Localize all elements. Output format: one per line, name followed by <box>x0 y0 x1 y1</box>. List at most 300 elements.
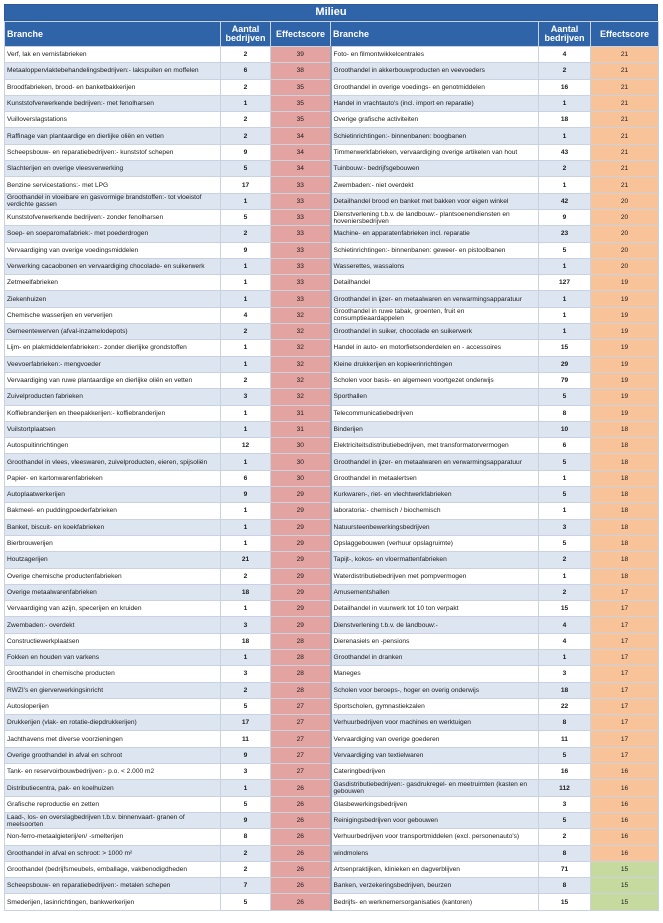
left-aantal-cell: 1 <box>221 503 271 519</box>
right-score-cell: 15 <box>591 894 659 910</box>
header-aantal-left: Aantal bedrijven <box>221 22 271 47</box>
table-row <box>5 812 659 828</box>
right-branche-cell: Detailhandel brood en banket met bakken voor eigen winkel <box>331 193 539 209</box>
right-branche-cell: Dierenasiels en -pensions <box>331 633 539 649</box>
right-score-cell: 20 <box>591 226 659 242</box>
right-aantal-cell: 3 <box>539 666 591 682</box>
left-score-cell: 28 <box>271 649 331 665</box>
right-score-cell: 19 <box>591 340 659 356</box>
right-branche-cell: Waterdistributiebedrijven met pompvermogen <box>331 568 539 584</box>
left-score-cell: 32 <box>271 372 331 388</box>
right-branche-cell: laboratoria:- chemisch / biochemisch <box>331 503 539 519</box>
table-row <box>5 389 659 405</box>
left-branche-cell: Papier- en kartonwarenfabrieken <box>5 470 221 486</box>
left-aantal-cell: 2 <box>221 226 271 242</box>
left-score-cell: 26 <box>271 796 331 812</box>
right-branche-cell: Cateringbedrijven <box>331 764 539 780</box>
left-aantal-cell: 18 <box>221 633 271 649</box>
left-score-cell: 29 <box>271 601 331 617</box>
header-branche-right: Branche <box>331 22 539 47</box>
left-aantal-cell: 5 <box>221 796 271 812</box>
right-aantal-cell: 1 <box>539 291 591 307</box>
left-aantal-cell: 3 <box>221 764 271 780</box>
right-score-cell: 20 <box>591 242 659 258</box>
table-row <box>5 112 659 128</box>
table-row <box>5 894 659 910</box>
right-branche-cell: Bedrijfs- en werknemersorganisaties (kantoren) <box>331 894 539 910</box>
left-score-cell: 33 <box>271 291 331 307</box>
right-score-cell: 17 <box>591 649 659 665</box>
right-aantal-cell: 18 <box>539 112 591 128</box>
right-score-cell: 15 <box>591 878 659 894</box>
table-row <box>5 731 659 747</box>
table-row <box>5 487 659 503</box>
left-branche-cell: Autospuitinrichtingen <box>5 438 221 454</box>
right-branche-cell: Groothandel in ijzer- en metaalwaren en verwarmingsapparatuur <box>331 454 539 470</box>
left-score-cell: 28 <box>271 666 331 682</box>
right-score-cell: 18 <box>591 454 659 470</box>
right-score-cell: 17 <box>591 584 659 600</box>
left-aantal-cell: 6 <box>221 63 271 79</box>
right-score-cell: 16 <box>591 812 659 828</box>
right-branche-cell: Dienstverlening t.b.v. de landbouw:- <box>331 617 539 633</box>
right-aantal-cell: 9 <box>539 209 591 225</box>
right-aantal-cell: 8 <box>539 715 591 731</box>
left-score-cell: 29 <box>271 503 331 519</box>
left-score-cell: 28 <box>271 633 331 649</box>
left-branche-cell: Groothandel in afval en schroot: > 1000 m² <box>5 845 221 861</box>
left-aantal-cell: 2 <box>221 568 271 584</box>
left-branche-cell: Overige chemische productenfabrieken <box>5 568 221 584</box>
left-aantal-cell: 9 <box>221 487 271 503</box>
right-branche-cell: Foto- en filmontwikkelcentrales <box>331 47 539 63</box>
right-score-cell: 17 <box>591 666 659 682</box>
left-branche-cell: Banket, biscuit- en koekfabrieken <box>5 519 221 535</box>
left-score-cell: 27 <box>271 747 331 763</box>
table-row <box>5 601 659 617</box>
left-aantal-cell: 2 <box>221 324 271 340</box>
table-row <box>5 209 659 225</box>
left-score-cell: 34 <box>271 144 331 160</box>
left-aantal-cell: 1 <box>221 258 271 274</box>
right-aantal-cell: 1 <box>539 95 591 111</box>
left-aantal-cell: 1 <box>221 601 271 617</box>
left-branche-cell: Houtzagerijen <box>5 552 221 568</box>
right-aantal-cell: 3 <box>539 519 591 535</box>
left-aantal-cell: 1 <box>221 95 271 111</box>
right-score-cell: 19 <box>591 372 659 388</box>
right-aantal-cell: 15 <box>539 894 591 910</box>
right-branche-cell: Sportscholen, gymnastiekzalen <box>331 698 539 714</box>
left-score-cell: 35 <box>271 79 331 95</box>
table-row <box>5 324 659 340</box>
right-branche-cell: Vervaardiging van textielwaren <box>331 747 539 763</box>
right-score-cell: 19 <box>591 307 659 323</box>
right-branche-cell: Vervaardiging van overige goederen <box>331 731 539 747</box>
table-body <box>5 47 659 911</box>
table-row <box>5 698 659 714</box>
left-branche-cell: Overige groothandel in afval en schroot <box>5 747 221 763</box>
table-row <box>5 845 659 861</box>
right-branche-cell: Verhuurbedrijven voor transportmiddelen (excl. personenauto's) <box>331 829 539 845</box>
table-row <box>5 552 659 568</box>
left-score-cell: 39 <box>271 47 331 63</box>
left-branche-cell: Groothandel in chemische producten <box>5 666 221 682</box>
right-aantal-cell: 2 <box>539 584 591 600</box>
right-score-cell: 16 <box>591 829 659 845</box>
left-aantal-cell: 7 <box>221 878 271 894</box>
left-score-cell: 38 <box>271 63 331 79</box>
right-branche-cell: Detailhandel in vuurwerk tot 10 ton verpakt <box>331 601 539 617</box>
milieu-table <box>4 21 659 911</box>
right-aantal-cell: 18 <box>539 682 591 698</box>
right-score-cell: 17 <box>591 601 659 617</box>
left-aantal-cell: 3 <box>221 666 271 682</box>
left-branche-cell: Distributiecentra, pak- en koelhuizen <box>5 780 221 796</box>
left-branche-cell: Autosloperijen <box>5 698 221 714</box>
left-branche-cell: Zwembaden:- overdekt <box>5 617 221 633</box>
table-row <box>5 144 659 160</box>
right-score-cell: 20 <box>591 193 659 209</box>
left-aantal-cell: 2 <box>221 47 271 63</box>
left-branche-cell: Zuivelproducten fabrieken <box>5 389 221 405</box>
left-score-cell: 26 <box>271 812 331 828</box>
table-row <box>5 258 659 274</box>
left-score-cell: 27 <box>271 764 331 780</box>
table-row <box>5 666 659 682</box>
table-row <box>5 242 659 258</box>
right-aantal-cell: 3 <box>539 796 591 812</box>
right-score-cell: 16 <box>591 796 659 812</box>
left-aantal-cell: 2 <box>221 128 271 144</box>
right-branche-cell: Detailhandel <box>331 275 539 291</box>
right-aantal-cell: 1 <box>539 649 591 665</box>
left-aantal-cell: 1 <box>221 193 271 209</box>
left-score-cell: 33 <box>271 242 331 258</box>
table-row <box>5 405 659 421</box>
left-score-cell: 30 <box>271 470 331 486</box>
right-branche-cell: Machine- en apparatenfabrieken incl. reparatie <box>331 226 539 242</box>
right-branche-cell: Telecommunicatiebedrijven <box>331 405 539 421</box>
left-score-cell: 32 <box>271 324 331 340</box>
left-aantal-cell: 1 <box>221 291 271 307</box>
left-aantal-cell: 18 <box>221 584 271 600</box>
right-aantal-cell: 1 <box>539 324 591 340</box>
right-aantal-cell: 5 <box>539 389 591 405</box>
right-score-cell: 18 <box>591 503 659 519</box>
right-branche-cell: Natuursteenbewerkingsbedrijven <box>331 519 539 535</box>
right-score-cell: 21 <box>591 128 659 144</box>
left-branche-cell: Chemische wasserijen en ververijen <box>5 307 221 323</box>
left-branche-cell: RWZI's en gierverwerkingsinricht <box>5 682 221 698</box>
table-row <box>5 128 659 144</box>
table-row <box>5 63 659 79</box>
right-score-cell: 19 <box>591 356 659 372</box>
right-score-cell: 19 <box>591 275 659 291</box>
right-score-cell: 18 <box>591 519 659 535</box>
right-score-cell: 16 <box>591 845 659 861</box>
right-branche-cell: Elektriciteitsdistributiebedrijven, met transformatorvermogen <box>331 438 539 454</box>
left-score-cell: 30 <box>271 438 331 454</box>
left-aantal-cell: 12 <box>221 438 271 454</box>
right-branche-cell: Groothandel in metaalertsen <box>331 470 539 486</box>
left-branche-cell: Broodfabrieken, brood- en banketbakkerijen <box>5 79 221 95</box>
right-score-cell: 18 <box>591 487 659 503</box>
left-branche-cell: Verwerking cacaobonen en vervaardiging chocolade- en suikerwerk <box>5 258 221 274</box>
left-score-cell: 32 <box>271 356 331 372</box>
left-aantal-cell: 5 <box>221 209 271 225</box>
right-score-cell: 18 <box>591 470 659 486</box>
right-aantal-cell: 16 <box>539 79 591 95</box>
right-aantal-cell: 1 <box>539 503 591 519</box>
table-row <box>5 307 659 323</box>
left-score-cell: 34 <box>271 128 331 144</box>
right-score-cell: 17 <box>591 747 659 763</box>
left-aantal-cell: 5 <box>221 894 271 910</box>
right-branche-cell: Scholen voor basis- en algemeen voortgezet onderwijs <box>331 372 539 388</box>
left-score-cell: 26 <box>271 829 331 845</box>
right-aantal-cell: 8 <box>539 845 591 861</box>
table-row <box>5 47 659 63</box>
right-branche-cell: Groothandel in ruwe tabak, groenten, fruit en consumptieaardappelen <box>331 307 539 323</box>
left-branche-cell: Overige metaalwarenfabrieken <box>5 584 221 600</box>
left-score-cell: 27 <box>271 731 331 747</box>
left-branche-cell: Scheepsbouw- en reparatiebedrijven:- metalen schepen <box>5 878 221 894</box>
right-branche-cell: Tapijt-, kokos- en vloermattenfabrieken <box>331 552 539 568</box>
left-branche-cell: Zetmeelfabrieken <box>5 275 221 291</box>
right-score-cell: 19 <box>591 405 659 421</box>
left-score-cell: 29 <box>271 487 331 503</box>
table-row <box>5 356 659 372</box>
right-branche-cell: Banken, verzekeringsbedrijven, beurzen <box>331 878 539 894</box>
right-branche-cell: Groothandel in akkerbouwproducten en veevoeders <box>331 63 539 79</box>
left-aantal-cell: 2 <box>221 79 271 95</box>
right-score-cell: 21 <box>591 79 659 95</box>
table-row <box>5 796 659 812</box>
right-score-cell: 19 <box>591 291 659 307</box>
left-aantal-cell: 1 <box>221 454 271 470</box>
right-branche-cell: Kurkwaren-, riet- en vlechtwerkfabrieken <box>331 487 539 503</box>
right-aantal-cell: 71 <box>539 861 591 877</box>
left-score-cell: 31 <box>271 405 331 421</box>
right-branche-cell: Schietinrichtingen:- binnenbanen: geweer- en pistoolbanen <box>331 242 539 258</box>
left-branche-cell: Smederijen, lasinrichtingen, bankwerkerijen <box>5 894 221 910</box>
table-row <box>5 95 659 111</box>
right-aantal-cell: 42 <box>539 193 591 209</box>
right-aantal-cell: 8 <box>539 878 591 894</box>
right-score-cell: 18 <box>591 568 659 584</box>
left-branche-cell: Slachterijen en overige vleesverwerking <box>5 161 221 177</box>
right-score-cell: 16 <box>591 764 659 780</box>
left-aantal-cell: 2 <box>221 112 271 128</box>
left-score-cell: 29 <box>271 552 331 568</box>
right-score-cell: 19 <box>591 324 659 340</box>
left-score-cell: 33 <box>271 177 331 193</box>
left-branche-cell: Soep- en soeparomafabriek:- met poederdrogen <box>5 226 221 242</box>
left-branche-cell: Kunststofverwerkende bedrijven:- met fenolharsen <box>5 95 221 111</box>
right-aantal-cell: 4 <box>539 47 591 63</box>
left-branche-cell: Jachthavens met diverse voorzieningen <box>5 731 221 747</box>
header-row <box>5 22 659 47</box>
left-branche-cell: Vuilloverslagstations <box>5 112 221 128</box>
left-score-cell: 35 <box>271 95 331 111</box>
right-aantal-cell: 1 <box>539 128 591 144</box>
right-score-cell: 18 <box>591 438 659 454</box>
table-row <box>5 829 659 845</box>
left-branche-cell: Veevoerfabrieken:- mengvoeder <box>5 356 221 372</box>
left-aantal-cell: 5 <box>221 161 271 177</box>
right-score-cell: 21 <box>591 112 659 128</box>
left-aantal-cell: 17 <box>221 177 271 193</box>
right-aantal-cell: 15 <box>539 601 591 617</box>
left-branche-cell: Vervaardiging van overige voedingsmiddelen <box>5 242 221 258</box>
left-branche-cell: Verf, lak en vernisfabrieken <box>5 47 221 63</box>
table-row <box>5 584 659 600</box>
right-aantal-cell: 2 <box>539 63 591 79</box>
left-aantal-cell: 9 <box>221 747 271 763</box>
table-row <box>5 633 659 649</box>
left-score-cell: 34 <box>271 161 331 177</box>
right-aantal-cell: 79 <box>539 372 591 388</box>
right-aantal-cell: 1 <box>539 307 591 323</box>
left-score-cell: 35 <box>271 112 331 128</box>
right-aantal-cell: 10 <box>539 421 591 437</box>
right-aantal-cell: 4 <box>539 617 591 633</box>
left-aantal-cell: 8 <box>221 829 271 845</box>
left-aantal-cell: 9 <box>221 144 271 160</box>
table-row <box>5 421 659 437</box>
right-branche-cell: Groothandel in dranken <box>331 649 539 665</box>
left-branche-cell: Grafische reproductie en zetten <box>5 796 221 812</box>
left-score-cell: 32 <box>271 389 331 405</box>
left-branche-cell: Autoplaatwerkerijen <box>5 487 221 503</box>
left-branche-cell: Vervaardiging van ruwe plantaardige en dierlijke oliën en vetten <box>5 372 221 388</box>
right-branche-cell: Handel in vrachtauto's (incl. import en reparatie) <box>331 95 539 111</box>
left-aantal-cell: 1 <box>221 405 271 421</box>
right-branche-cell: Dienstverlening t.b.v. de landbouw:- plantsoenendiensten en hoveniersbedrijven <box>331 209 539 225</box>
left-branche-cell: Groothandel (bedrijfsmeubels, emballage, vakbenodigdheden <box>5 861 221 877</box>
left-score-cell: 32 <box>271 340 331 356</box>
left-aantal-cell: 4 <box>221 307 271 323</box>
header-score-left: Effectscore <box>271 22 331 47</box>
left-score-cell: 29 <box>271 568 331 584</box>
right-aantal-cell: 1 <box>539 258 591 274</box>
right-score-cell: 20 <box>591 258 659 274</box>
table-row <box>5 454 659 470</box>
left-aantal-cell: 1 <box>221 649 271 665</box>
right-branche-cell: Handel in auto- en motorfietsonderdelen en - accessoires <box>331 340 539 356</box>
table-row <box>5 764 659 780</box>
right-score-cell: 18 <box>591 552 659 568</box>
right-branche-cell: Glasbewerkingsbedrijven <box>331 796 539 812</box>
right-aantal-cell: 5 <box>539 812 591 828</box>
left-score-cell: 29 <box>271 519 331 535</box>
left-branche-cell: Kunststofverwerkende bedrijven:- zonder fenolharsen <box>5 209 221 225</box>
right-branche-cell: windmolens <box>331 845 539 861</box>
right-aantal-cell: 23 <box>539 226 591 242</box>
left-branche-cell: Lijm- en plakmiddelenfabrieken:- zonder dierlijke grondstoffen <box>5 340 221 356</box>
left-branche-cell: Metaaloppervlaktebehandelingsbedrijven:- lakspuiten en moffelen <box>5 63 221 79</box>
left-branche-cell: Bierbrouwerijen <box>5 535 221 551</box>
right-branche-cell: Groothandel in ijzer- en metaalwaren en verwarmingsapparatuur <box>331 291 539 307</box>
left-aantal-cell: 1 <box>221 340 271 356</box>
left-branche-cell: Bakmeel- en puddingpoederfabrieken <box>5 503 221 519</box>
right-branche-cell: Binderijen <box>331 421 539 437</box>
table-row <box>5 340 659 356</box>
left-score-cell: 33 <box>271 209 331 225</box>
right-aantal-cell: 2 <box>539 161 591 177</box>
right-score-cell: 17 <box>591 633 659 649</box>
left-score-cell: 29 <box>271 584 331 600</box>
right-branche-cell: Tuinbouw:- bedrijfsgebouwen <box>331 161 539 177</box>
right-score-cell: 18 <box>591 421 659 437</box>
left-branche-cell: Tank- en reservoirbouwbedrijven:- p.o. < 2.000 m2 <box>5 764 221 780</box>
right-score-cell: 19 <box>591 389 659 405</box>
left-aantal-cell: 1 <box>221 275 271 291</box>
table-row <box>5 682 659 698</box>
right-aantal-cell: 2 <box>539 829 591 845</box>
left-score-cell: 28 <box>271 682 331 698</box>
right-score-cell: 17 <box>591 682 659 698</box>
right-score-cell: 16 <box>591 780 659 796</box>
right-branche-cell: Schietinrichtingen:- binnenbanen: boogbanen <box>331 128 539 144</box>
right-aantal-cell: 22 <box>539 698 591 714</box>
right-aantal-cell: 112 <box>539 780 591 796</box>
right-branche-cell: Groothandel in overige voedings- en genotmiddelen <box>331 79 539 95</box>
left-branche-cell: Koffiebranderijen en theepakkerijen:- koffiebranderijen <box>5 405 221 421</box>
left-aantal-cell: 2 <box>221 861 271 877</box>
right-branche-cell: Sporthallen <box>331 389 539 405</box>
left-score-cell: 26 <box>271 845 331 861</box>
right-aantal-cell: 43 <box>539 144 591 160</box>
milieu-table-container <box>4 4 658 911</box>
left-score-cell: 26 <box>271 861 331 877</box>
left-score-cell: 27 <box>271 698 331 714</box>
right-branche-cell: Artsenpraktijken, klinieken en dagverblijven <box>331 861 539 877</box>
table-row <box>5 470 659 486</box>
table-row <box>5 861 659 877</box>
table-row <box>5 715 659 731</box>
left-branche-cell: Constructiewerkplaatsen <box>5 633 221 649</box>
table-row <box>5 226 659 242</box>
left-score-cell: 33 <box>271 193 331 209</box>
right-branche-cell: Gasdistributiebedrijven:- gasdrukregel- en meetruimten (kasten en gebouwen <box>331 780 539 796</box>
right-aantal-cell: 5 <box>539 242 591 258</box>
right-aantal-cell: 1 <box>539 568 591 584</box>
left-branche-cell: Gemeentewerven (afval-inzamelodepots) <box>5 324 221 340</box>
right-aantal-cell: 8 <box>539 405 591 421</box>
left-score-cell: 31 <box>271 421 331 437</box>
left-branche-cell: Ziekenhuizen <box>5 291 221 307</box>
left-aantal-cell: 1 <box>221 780 271 796</box>
left-aantal-cell: 1 <box>221 535 271 551</box>
left-branche-cell: Fokken en houden van varkens <box>5 649 221 665</box>
right-aantal-cell: 6 <box>539 438 591 454</box>
right-branche-cell: Opslaggebouwen (verhuur opslagruimte) <box>331 535 539 551</box>
left-aantal-cell: 2 <box>221 682 271 698</box>
left-aantal-cell: 2 <box>221 372 271 388</box>
table-row <box>5 161 659 177</box>
left-score-cell: 32 <box>271 307 331 323</box>
right-score-cell: 17 <box>591 715 659 731</box>
left-score-cell: 29 <box>271 535 331 551</box>
header-score-right: Effectscore <box>591 22 659 47</box>
right-aantal-cell: 4 <box>539 633 591 649</box>
left-branche-cell: Scheepsbouw- en reparatiebedrijven:- kunststof schepen <box>5 144 221 160</box>
table-row <box>5 193 659 209</box>
right-branche-cell: Reinigingsbedrijven voor gebouwen <box>331 812 539 828</box>
right-aantal-cell: 2 <box>539 552 591 568</box>
